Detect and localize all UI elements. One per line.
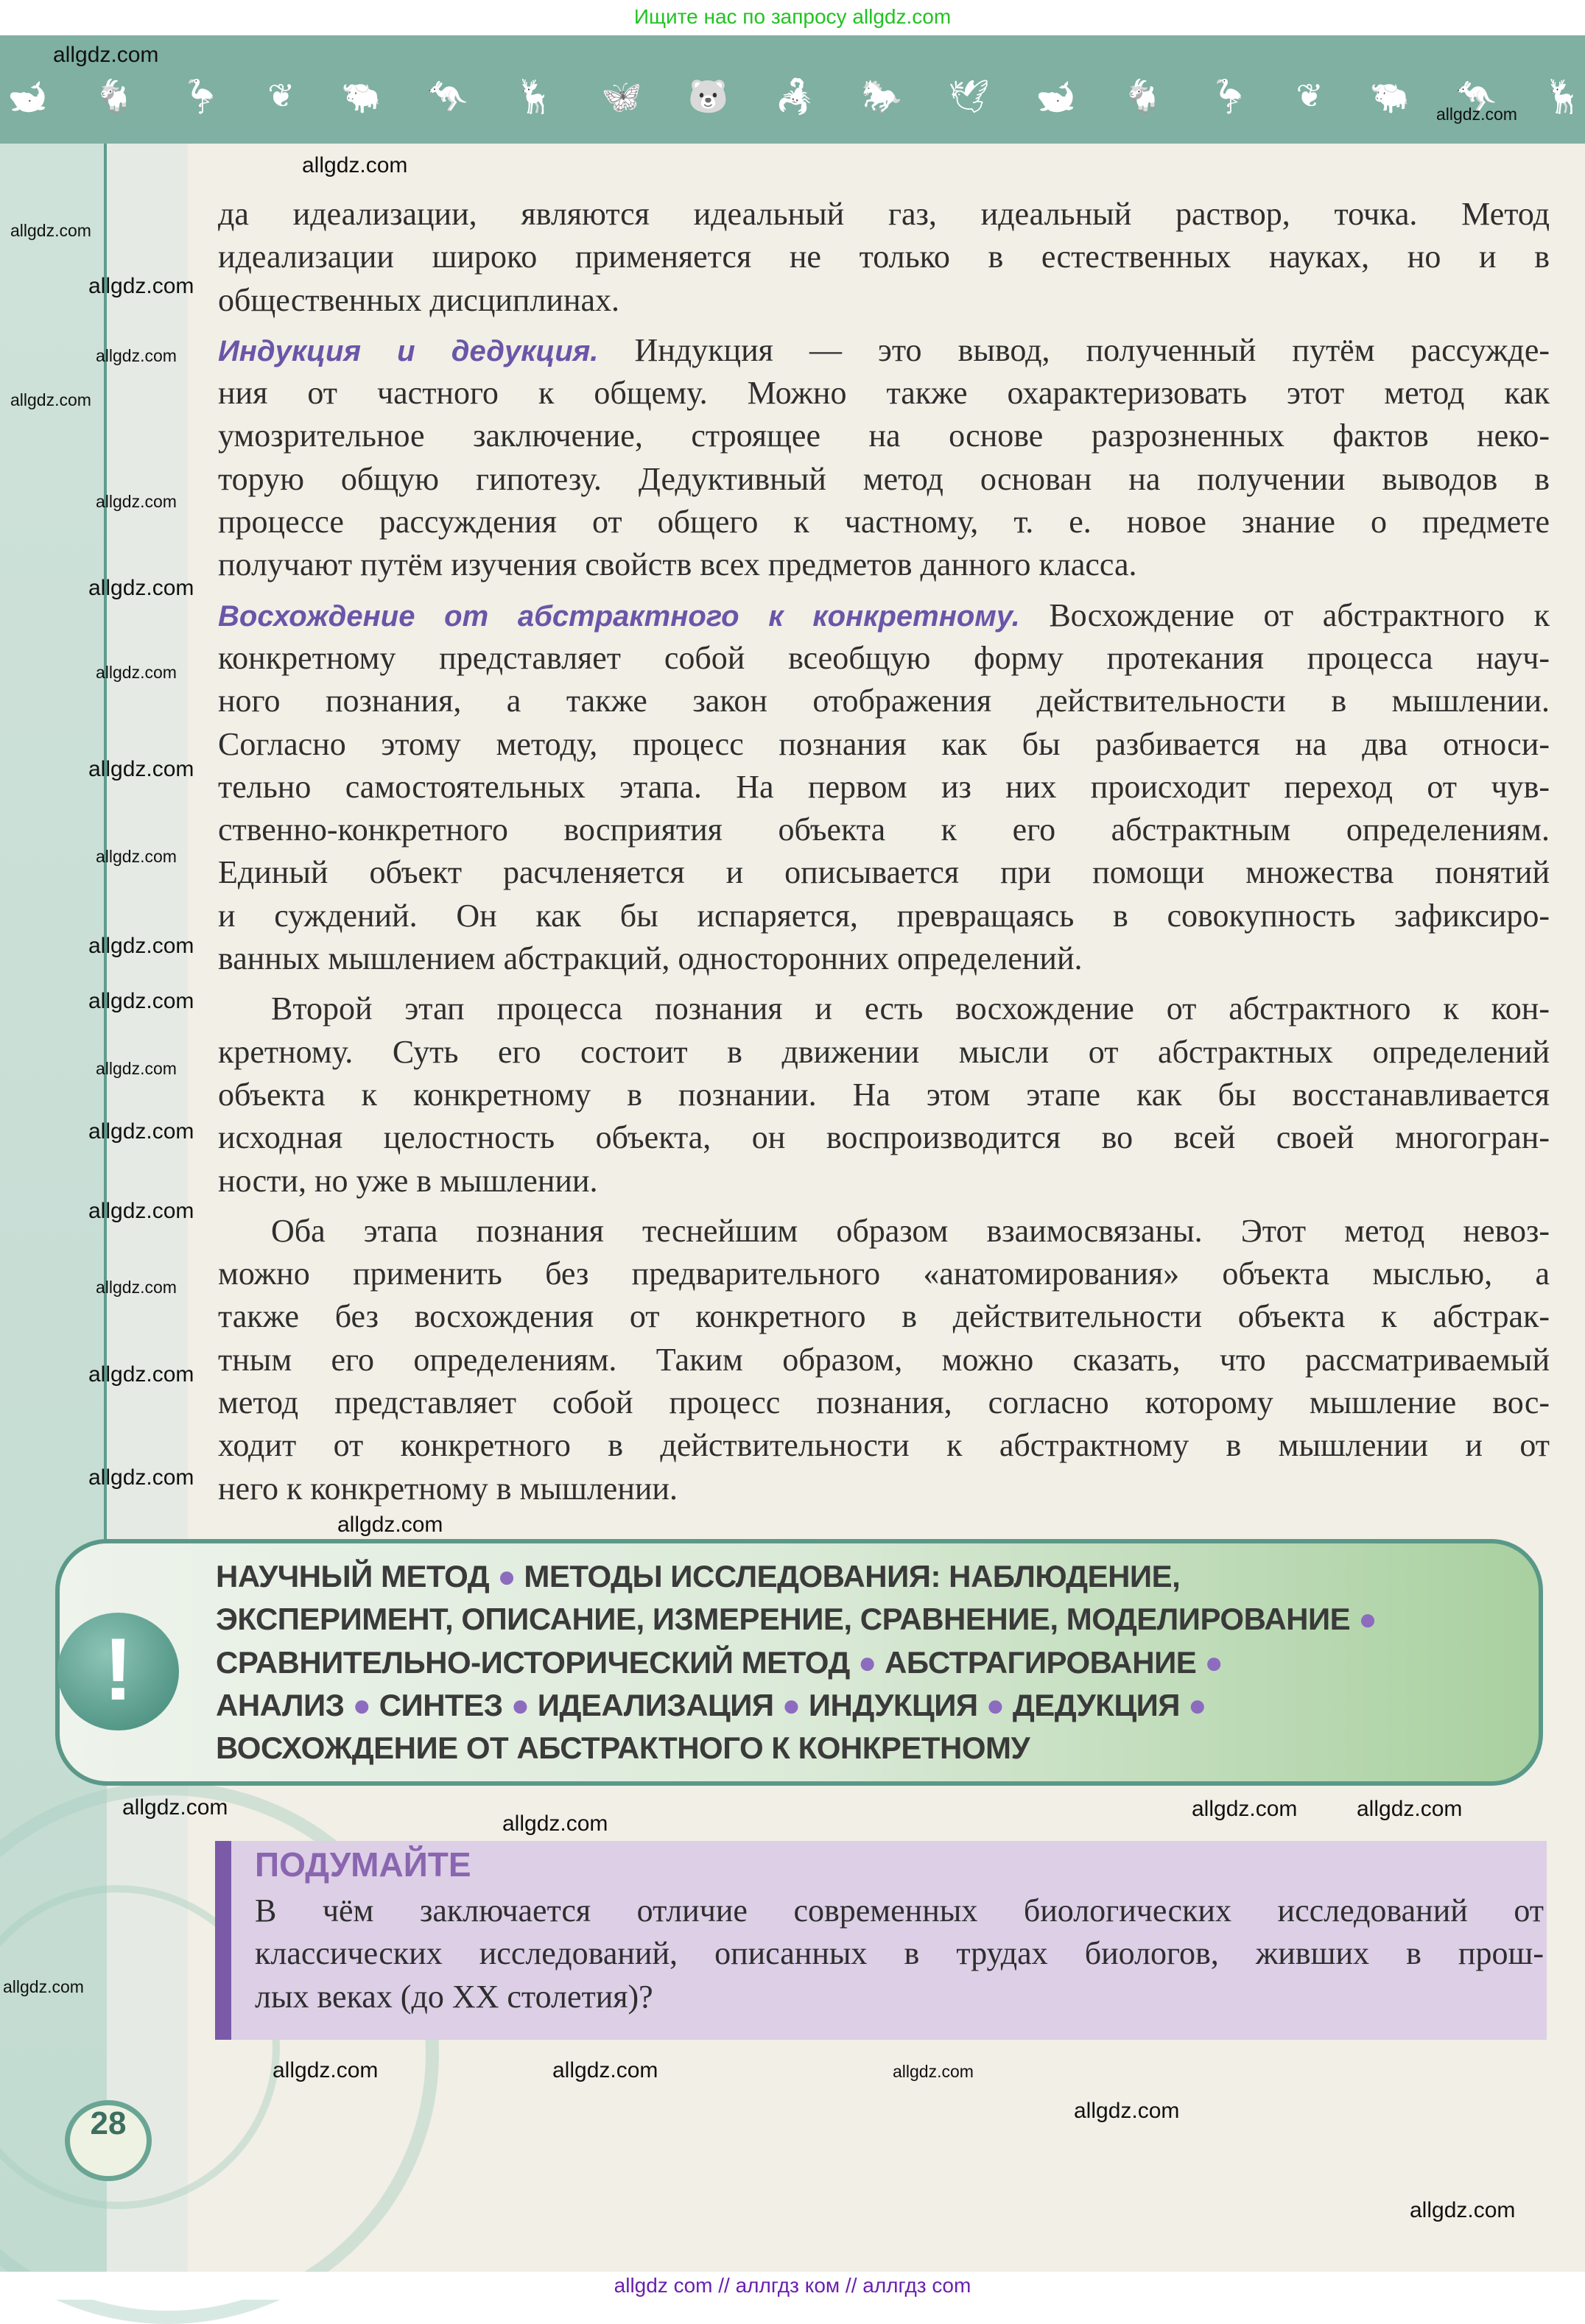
- keyword-line: [216, 1727, 1377, 1770]
- text-line: Второй этап процесса познания и есть восхождение от абстрактного к кон-: [271, 990, 1550, 1027]
- text-line: получают путём изучения свойств всех предметов данного класса.: [218, 546, 1137, 583]
- whale-icon: 🐋: [1036, 78, 1077, 116]
- watermark: allgdz.com: [88, 989, 194, 1013]
- watermark: allgdz.com: [122, 1795, 228, 1820]
- think-title: ПОДУМАЙТЕ: [255, 1845, 471, 1884]
- watermark: allgdz.com: [88, 1199, 194, 1223]
- bullet-icon: ●: [977, 1687, 1013, 1722]
- watermark: allgdz.com: [302, 153, 408, 177]
- kangaroo-icon: 🦘: [427, 78, 468, 116]
- text-line: идеализации широко применяется не только в естественных науках, но и в: [218, 239, 1550, 275]
- text-run: Индукция — это вывод, полученный путём рассужде-: [598, 331, 1550, 368]
- section-heading: Индукция и дедукция.: [218, 334, 599, 367]
- keyword: СИНТЕЗ: [379, 1687, 503, 1722]
- text-line: и суждений. Он как бы испаряется, превращаясь в совокупность зафиксиро-: [218, 897, 1550, 934]
- bullet-icon: ●: [489, 1559, 524, 1594]
- text-line: да идеализации, являются идеальный газ, идеальный раствор, точка. Метод: [218, 196, 1550, 232]
- text-line: ного познания, а также закон отображения действительности в мышлении.: [218, 683, 1550, 719]
- watermark: allgdz.com: [96, 847, 177, 866]
- watermark: allgdz.com: [96, 1059, 177, 1078]
- watermark: allgdz.com: [1436, 105, 1517, 124]
- watermark: allgdz.com: [88, 1465, 194, 1490]
- text-line: можно применить без предварительного «анатомирования» объекта мыслью, а: [218, 1256, 1550, 1292]
- bear-icon: 🐻: [688, 78, 728, 116]
- bullet-icon: ●: [773, 1687, 809, 1722]
- text-line: тным его определениям. Таким образом, можно сказать, что рассматриваемый: [218, 1341, 1550, 1378]
- horse-icon: 🐎: [861, 78, 902, 116]
- text-line: объекта к конкретному в познании. На этом этапе как бы восстанавливается: [218, 1076, 1550, 1113]
- watermark: allgdz.com: [273, 2058, 379, 2082]
- bison-icon: 🐃: [341, 78, 382, 116]
- text-line: торую общую гипотезу. Дедуктивный метод основан на получении выводов в: [218, 460, 1550, 497]
- keyword: ИДЕАЛИЗАЦИЯ: [537, 1687, 774, 1722]
- watermark: allgdz.com: [552, 2058, 658, 2082]
- watermark: allgdz.com: [502, 1811, 608, 1836]
- think-question: [255, 1890, 1544, 2018]
- text-line: общественных дисциплинах.: [218, 281, 620, 318]
- text-line: ходит от конкретного в действительности к абстрактному в мышлении и от: [218, 1427, 1550, 1464]
- keyword-line: [216, 1598, 1377, 1641]
- watermark: allgdz.com: [96, 663, 177, 682]
- bison-icon: 🐃: [1369, 78, 1410, 116]
- watermark: allgdz.com: [88, 757, 194, 781]
- text-line: тельно самостоятельных этапа. На первом из них происходит переход от чув-: [218, 768, 1550, 805]
- watermark: allgdz.com: [88, 576, 194, 600]
- keyword-line: [216, 1684, 1377, 1727]
- bullet-icon: ●: [502, 1687, 538, 1722]
- text-line: лых веках (до XX столетия)?: [255, 1978, 653, 2015]
- text-line: кретному. Суть его состоит в движении мысли от абстрактных определений: [218, 1033, 1550, 1070]
- body-text: [218, 193, 1550, 1518]
- keyword: МЕТОДЫ ИССЛЕДОВАНИЯ: НАБЛЮДЕНИЕ,: [524, 1559, 1181, 1594]
- keyword: НАУЧНЫЙ МЕТОД: [216, 1559, 490, 1594]
- watermark: allgdz.com: [10, 221, 91, 240]
- keyword: ЭКСПЕРИМЕНТ, ОПИСАНИЕ, ИЗМЕРЕНИЕ, СРАВНЕНИЕ, МОДЕЛИРОВАНИЕ: [216, 1602, 1351, 1637]
- text-line: ванных мышлением абстракций, односторонних определений.: [218, 940, 1083, 977]
- keyword: ДЕДУКЦИЯ: [1012, 1687, 1180, 1722]
- watermark: allgdz.com: [96, 346, 177, 365]
- keyword: ВОСХОЖДЕНИЕ ОТ АБСТРАКТНОГО К КОНКРЕТНОМУ: [216, 1730, 1030, 1766]
- paragraph-both-stages: [218, 1210, 1550, 1510]
- watermark: allgdz.com: [53, 43, 159, 67]
- plant-icon: ❦: [267, 77, 295, 115]
- scorpion-icon: 🦂: [774, 78, 815, 116]
- bullet-icon: ●: [344, 1687, 379, 1722]
- antelope-icon: 🦌: [1543, 78, 1584, 116]
- keyword-line: [216, 1641, 1377, 1684]
- keyword: ИНДУКЦИЯ: [808, 1687, 978, 1722]
- watermark: allgdz.com: [1410, 2198, 1516, 2222]
- text-line: также без восхождения от конкретного в действительности объекта к абстрак-: [218, 1298, 1550, 1335]
- text-line: классических исследований, описанных в трудах биологов, живших в прош-: [255, 1935, 1544, 1972]
- text-line: умозрительное заключение, строящее на основе разрозненных фактов неко-: [218, 418, 1550, 454]
- text-line: метод представляет собой процесс познания, согласно которому мышление вос-: [218, 1384, 1550, 1421]
- think-box-accent: [215, 1841, 231, 2040]
- kangaroo-icon: 🦘: [1456, 78, 1497, 116]
- text-line: ственно-конкретного восприятия объекта к его абстрактным определениям.: [218, 811, 1550, 848]
- watermark: allgdz.com: [3, 1977, 84, 1996]
- bullet-icon: ●: [1350, 1602, 1377, 1637]
- paragraph-ascent: [218, 594, 1550, 981]
- text-line: ности, но уже в мышлении.: [218, 1162, 598, 1199]
- watermark: allgdz.com: [1074, 2099, 1180, 2123]
- watermark: allgdz.com: [88, 1362, 194, 1387]
- paragraph-second-stage: [218, 987, 1550, 1202]
- plant-icon: ❦: [1296, 77, 1324, 115]
- text-line: В чём заключается отличие современных биологических исследований от: [255, 1892, 1544, 1929]
- bird-icon: 🕊: [948, 78, 990, 116]
- butterfly-icon: 🦋: [601, 78, 642, 116]
- goat-icon: 🐐: [94, 78, 135, 116]
- keywords-list: [216, 1555, 1377, 1770]
- watermark: allgdz.com: [88, 274, 194, 298]
- watermark: allgdz.com: [893, 2062, 974, 2081]
- bullet-icon: ●: [1196, 1644, 1223, 1680]
- bullet-icon: ●: [849, 1644, 885, 1680]
- heron-icon: 🦩: [180, 78, 222, 116]
- paragraph-idealization: [218, 193, 1550, 322]
- goat-icon: 🐐: [1122, 78, 1163, 116]
- text-line: процессе рассуждения от общего к частному, т. е. новое знание о предмете: [218, 504, 1550, 540]
- heron-icon: 🦩: [1209, 78, 1250, 116]
- text-line: Оба этапа познания теснейшим образом взаимосвязаны. Этот метод невоз-: [271, 1212, 1550, 1249]
- text-line: [218, 329, 1550, 372]
- bottom-banner: allgdz com // аллгдз ком // аллгдз com: [0, 2272, 1585, 2300]
- whale-icon: 🐋: [7, 78, 48, 116]
- paragraph-induction: [218, 329, 1550, 587]
- text-line: [218, 594, 1550, 637]
- text-line: Согласно этому методу, процесс познания как бы разбивается на два относи-: [218, 725, 1550, 762]
- text-line: конкретному представляет собой всеобщую форму протекания процесса науч-: [218, 639, 1550, 676]
- watermark: allgdz.com: [10, 390, 91, 409]
- antelope-icon: 🦌: [514, 78, 555, 116]
- top-banner: Ищите нас по запросу allgdz.com: [0, 0, 1585, 35]
- watermark: allgdz.com: [96, 492, 177, 511]
- text-line: исходная целостность объекта, он воспроизводится во всей своей многогран-: [218, 1119, 1550, 1156]
- exclamation-icon: !: [57, 1613, 179, 1730]
- animal-silhouettes: [7, 77, 1584, 116]
- watermark: allgdz.com: [1192, 1797, 1298, 1821]
- watermark: allgdz.com: [1357, 1797, 1463, 1821]
- watermark: allgdz.com: [88, 934, 194, 958]
- text-run: Восхождение от абстрактного к: [1019, 596, 1550, 633]
- watermark: allgdz.com: [96, 1278, 177, 1297]
- bullet-icon: ●: [1180, 1687, 1207, 1722]
- section-heading: Восхождение от абстрактного к конкретному.: [218, 599, 1020, 633]
- watermark: allgdz.com: [88, 1119, 194, 1144]
- text-line: Единый объект расчленяется и описывается при помощи множества понятий: [218, 854, 1550, 891]
- keyword: СРАВНИТЕЛЬНО-ИСТОРИЧЕСКИЙ МЕТОД: [216, 1644, 850, 1680]
- keyword: АБСТРАГИРОВАНИЕ: [885, 1644, 1197, 1680]
- watermark: allgdz.com: [337, 1513, 443, 1537]
- text-line: ния от частного к общему. Можно также охарактеризовать этот метод как: [218, 375, 1550, 412]
- text-line: него к конкретному в мышлении.: [218, 1470, 678, 1507]
- keyword-line: [216, 1555, 1377, 1598]
- keyword: АНАЛИЗ: [216, 1687, 345, 1722]
- page-number: 28: [65, 2100, 152, 2181]
